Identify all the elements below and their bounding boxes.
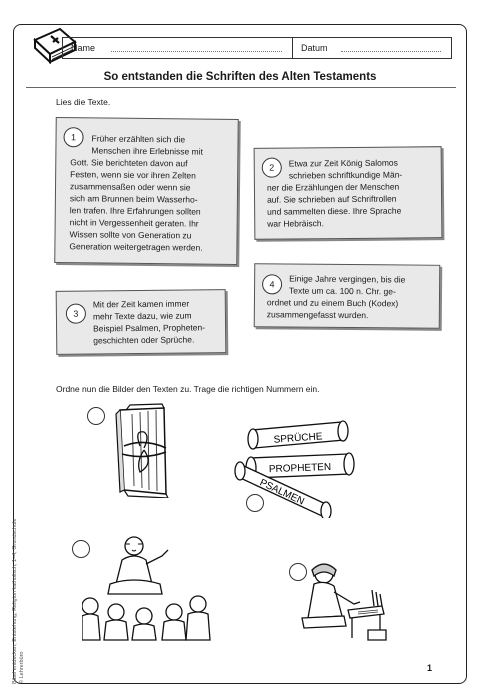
scrolls-picture (230, 418, 370, 518)
text-1-line-5: zusammensaßen oder wenn sie (69, 181, 191, 193)
text-3-line-1: Mit der Zeit kamen immer (92, 298, 190, 310)
name-line (111, 51, 282, 52)
text-1-line-3: Gott. Sie berichteten davon auf (70, 157, 188, 169)
read-instruction: Lies die Texte. (56, 97, 111, 107)
match-instruction: Ordne nun die Bilder den Texten zu. Trage die richtigen Nummern ein. (56, 384, 320, 394)
date-label: Datum (301, 43, 328, 53)
text-4-line-4: zusammengefasst wurden. (266, 309, 369, 321)
name-label: Name (71, 43, 96, 53)
text-number-4: 4 (262, 274, 282, 294)
text-2-line-2: schrieben schriftkundige Män- (288, 169, 403, 181)
answer-circle-codex[interactable] (87, 407, 105, 425)
text-card-4 (254, 263, 441, 329)
date-cell[interactable] (293, 38, 451, 58)
text-card-3 (56, 289, 227, 355)
text-4-line-3: ordnet und zu einem Buch (Kodex) (266, 297, 399, 309)
title-divider (26, 87, 456, 88)
text-4-line-1: Einige Jahre vergingen, bis die (289, 273, 406, 285)
scroll-label-propheten: PROPHETEN (268, 461, 332, 476)
text-number-3: 3 (66, 304, 86, 324)
text-2-line-5: und sammelten diese. Ihre Sprache (267, 205, 402, 217)
text-2-line-4: auf. Sie schrieben auf Schriftrollen (267, 193, 397, 205)
name-cell[interactable] (63, 38, 293, 58)
text-number-2: 2 (262, 158, 282, 178)
text-3-line-2: mehr Texte dazu, wie zum (92, 310, 192, 322)
date-line (341, 51, 441, 52)
text-2-line-3: ner die Erzählungen der Menschen (266, 181, 400, 193)
text-1-line-4: Festen, wenn sie vor ihren Zelten (70, 169, 196, 181)
page-number: 1 (426, 663, 432, 673)
page-title: So entstanden die Schriften des Alten Testaments (103, 71, 377, 83)
text-1-line-9: Wissen sollte von Generation zu (69, 229, 192, 241)
scroll-label-psalmen: PSALMEN (257, 477, 306, 508)
text-2-line-6: war Hebräisch. (267, 218, 324, 229)
text-card-2 (254, 146, 443, 240)
text-1-line-10: Generation weitergetragen werden. (69, 241, 203, 253)
text-1-line-1: Früher erzählten sich die (91, 133, 186, 145)
scribe-picture (298, 560, 390, 644)
text-number-1: 1 (63, 127, 83, 147)
text-1-line-2: Menschen ihre Erlebnisse mit (91, 145, 203, 157)
text-4-line-2: Texte um ca. 100 n. Chr. ge- (289, 285, 396, 297)
text-3-line-4: geschichten oder Sprüche. (93, 334, 195, 346)
name-date-header (62, 37, 452, 59)
text-1-line-8: nicht in Vergessenheit geraten. Ihr (69, 217, 199, 229)
scroll-label-sprueche: SPRÜCHE (273, 431, 323, 446)
codex-book-picture (110, 402, 180, 498)
storyteller-picture (82, 532, 212, 642)
text-3-line-3: Beispiel Psalmen, Propheten- (93, 322, 206, 334)
text-1-line-6: sich am Brunnen beim Wasserho- (69, 193, 198, 205)
text-1-line-7: len trafen. Ihre Erfahrungen sollten (69, 205, 201, 217)
side-credit: Bibel entdecken, Entstehung, Religion katholisch, 1–4, Grundschule © Lehrerbüro (12, 518, 26, 684)
text-card-1 (54, 117, 239, 265)
text-2-line-1: Etwa zur Zeit König Salomos (288, 157, 398, 169)
